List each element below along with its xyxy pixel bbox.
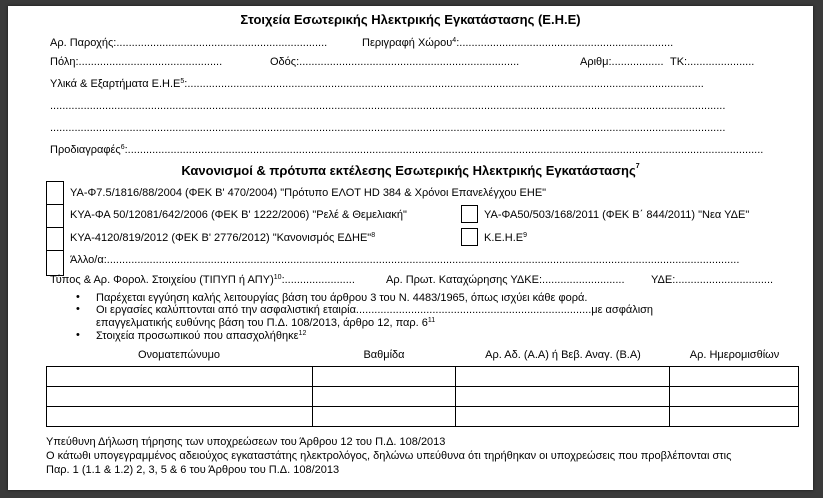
rule-r6[interactable]: Άλλο/α:............................................................................................................................................................................................................... (70, 254, 740, 266)
ar-prot-field[interactable]: Αρ. Πρωτ. Καταχώρησης ΥΔΚΕ:........................... (386, 274, 625, 286)
personnel-table (46, 366, 799, 427)
dots-line-1[interactable]: ............................................................................................................................................................................................................................. (50, 100, 726, 112)
table-header-name: Ονοματεπώνυμο (137, 349, 221, 361)
arithm-field[interactable]: Αριθμ:................. (580, 56, 664, 68)
checkbox-r6[interactable] (47, 251, 63, 274)
footer-line-1: Υπεύθυνη Δήλωση τήρησης των υποχρεώσεων του Άρθρου 12 του Π.Δ. 108/2013 (46, 436, 446, 448)
table-cell[interactable] (312, 407, 456, 427)
bullet-3: • (76, 329, 80, 341)
checkbox-r3[interactable] (461, 205, 478, 223)
checkbox-r2[interactable] (47, 205, 63, 228)
rules-checkbox-column (46, 181, 64, 276)
table-header-license: Αρ. Αδ. (Α.Α) ή Βεβ. Αναγ. (Β.Α) (485, 349, 641, 361)
bullet-text-2[interactable]: Οι εργασίες καλύπτονται από την ασφαλιστική εταιρία.............................................................................με ασφάλιση (96, 304, 654, 316)
tk-field[interactable]: ΤΚ:...................... (670, 56, 755, 68)
footer-line-2: Ο κάτωθι υπογεγραμμένος αδειούχος εγκαταστάτης ηλεκτρολόγος, δηλώνω υπεύθυνα ότι τηρήθηκαν οι υποχρεώσεις που προβλέπονται στις (46, 450, 732, 462)
yde-field[interactable]: ΥΔΕ:................................ (651, 274, 774, 286)
table-cell[interactable] (670, 367, 799, 387)
rule-r2: ΚΥΑ-ΦΑ 50/12081/642/2006 (ΦΕΚ Β' 1222/2006) "Ρελέ & Θεμελιακή" (70, 209, 407, 221)
table-header-days: Αρ. Ημερομισθίων (689, 349, 780, 361)
table-cell[interactable] (47, 367, 313, 387)
table-cell[interactable] (47, 407, 313, 427)
table-cell[interactable] (456, 407, 670, 427)
odos-field[interactable]: Οδός:........................................................................ (270, 56, 520, 68)
footer-line-3: Παρ. 1 (1.1 & 1.2) 2, 3, 5 & 6 του Άρθρου του Π.Δ. 108/2013 (46, 464, 340, 476)
rule-r4: ΚΥΑ-4120/819/2012 (ΦΕΚ Β' 2776/2012) "Κανονισμός ΕΔΗΕ"$^8$ (70, 232, 376, 244)
checkbox-r5[interactable] (461, 228, 478, 246)
table-cell[interactable] (456, 387, 670, 407)
poli-field[interactable]: Πόλη:............................................... (50, 56, 223, 68)
table-header-grade: Βαθμίδα (363, 349, 405, 361)
rule-r5: $K.E.H.E^9$ (484, 232, 528, 244)
table-cell[interactable] (670, 387, 799, 407)
table-cell[interactable] (312, 387, 456, 407)
perigrafi-xorou-field[interactable]: Περιγραφή Χώρου$^4$:...................................................................... (362, 37, 674, 49)
rule-r3: ΥΑ-ΦΑ50/503/168/2011 (ΦΕΚ Β΄ 844/2011) "Νεα ΥΔΕ" (484, 209, 750, 221)
checkbox-r1[interactable] (47, 182, 63, 205)
ylika-field[interactable]: Υλικά & Εξαρτήματα $E.H.E^5$:......................................................................................................................................................................... (50, 78, 704, 90)
tipos-field[interactable]: Τύπος & Αρ. Φορολ. Στοιχείου (ΤΙΠΥΠ ή ΑΠΥ)$^{10}$:....................... (50, 274, 355, 286)
table-row (47, 387, 799, 407)
checkbox-r4[interactable] (47, 228, 63, 251)
form-page (8, 6, 813, 490)
dots-line-2[interactable]: ............................................................................................................................................................................................................................. (50, 122, 726, 134)
prodiagrafes-field[interactable]: Προδιαγραφές$^6$:................................................................................................................................................................................................................ (50, 144, 764, 156)
bullet-2: • (76, 303, 80, 315)
bullet-text-3: Στοιχεία προσωπικού που απασχολήθηκε$^{12}$ (96, 330, 307, 342)
ar-paroxis-field[interactable]: Αρ. Παροχής:..................................................................... (50, 37, 328, 49)
table-cell[interactable] (312, 367, 456, 387)
rules-heading: Κανονισμοί & πρότυπα εκτέλεσης Εσωτερικής Ηλεκτρικής Εγκατάστασης$^7$ (181, 163, 640, 178)
table-cell[interactable] (47, 387, 313, 407)
table-cell[interactable] (670, 407, 799, 427)
table-row (47, 367, 799, 387)
rule-r1: ΥΑ-Φ7.5/1816/88/2004 (ΦΕΚ Β' 470/2004) "Πρότυπο ΕΛΟΤ HD 384 & Χρόνοι Επανελέγχου ΕΗΕ" (70, 187, 547, 199)
table-cell[interactable] (456, 367, 670, 387)
page-title: Στοιχεία Εσωτερικής Ηλεκτρικής Εγκατάστασης (Ε.Η.Ε) (240, 12, 581, 27)
bullet-text-2-cont: επαγγελματικής ευθύνης βάση του Π.Δ. 108/2013, άρθρο 12, παρ. $6^{11}$ (96, 317, 436, 329)
bullet-text-1: Παρέχεται εγγύηση καλής λειτουργίας βάση του άρθρου 3 του Ν. 4483/1965, όπως ισχύει κάθε φορά. (96, 292, 588, 304)
bullet-1: • (76, 291, 80, 303)
table-row (47, 407, 799, 427)
